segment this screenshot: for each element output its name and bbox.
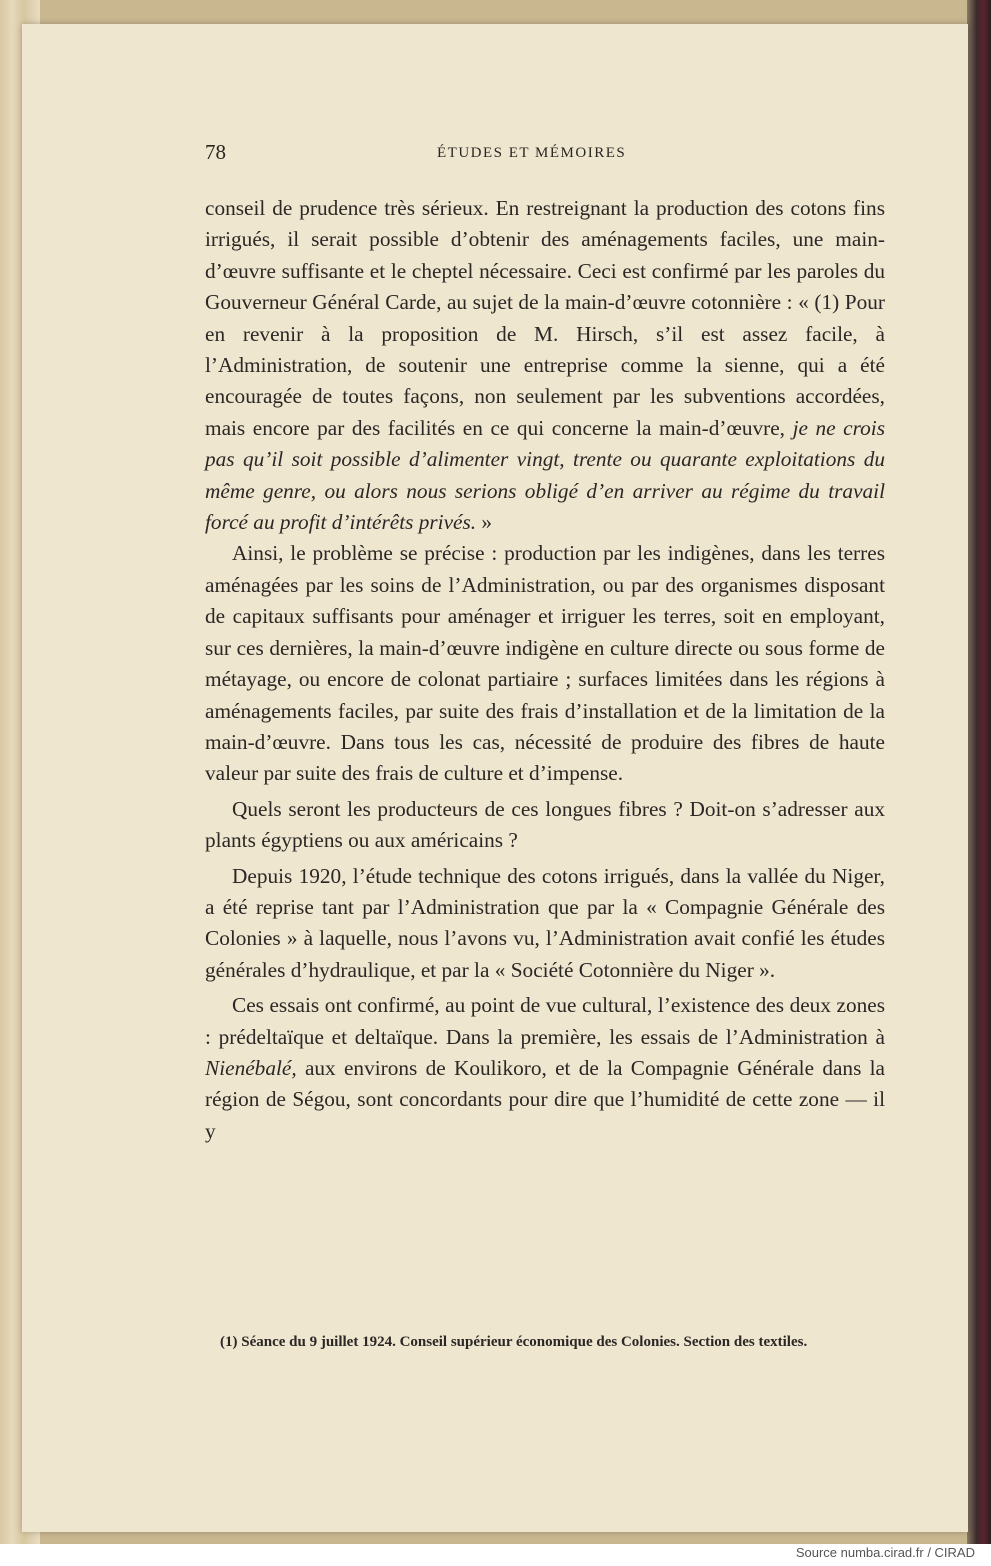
book-spine — [967, 0, 991, 1544]
paragraph-1-text: conseil de prudence très sérieux. En restreignant la production des cotons fins irrigués, il serait possible d’obtenir des aménagements faciles, une main-d’œuvre suffisante et le cheptel nécessaire. Ceci est confirmé par les paroles du Gouverneur Général Carde, au sujet de la main-d’œuvre cotonnière : « (1) Pour en revenir à la proposition de M. Hirsch, s’il est assez facile, à l’Administration, de soutenir une entreprise comme la sienne, qui a été encouragée de toutes façons, non seulement par les subventions accordées, mais encore par des facilités en ce qui concerne la main-d’œuvre, — [205, 196, 885, 440]
paragraph-1-quote-italic: je ne crois pas qu’il soit possible d’alimenter vingt, trente ou quarante exploitations du même genre, ou alors nous serions obligé d’en arriver au régime du travail forcé au profit d’intérêts privés. — [205, 415, 885, 535]
paragraph-3: Quels seront les producteurs de ces longues fibres ? Doit-on s’adresser aux plants égyptiens ou aux américains ? — [205, 796, 885, 853]
paragraph-5-text: Ces essais ont confirmé, au point de vue cultural, l’existence des deux zones : prédeltaïque et deltaïque. Dans la première, les essais de l’Administration à — [205, 993, 885, 1049]
body-text — [205, 193, 885, 1147]
footnote: (1) Séance du 9 juillet 1924. Conseil supérieur économique des Colonies. Section des textiles. — [220, 1334, 808, 1350]
page-number: 78 — [205, 140, 226, 164]
paragraph-1-close-quote: » — [476, 510, 493, 535]
source-credit: Source numba.cirad.fr / CIRAD — [795, 1545, 975, 1560]
paragraph-2: Ainsi, le problème se précise : production par les indigènes, dans les terres aménagées par les soins de l’Administration, ou par des organismes disposant de capitaux suffisants pour aménager et irriguer les terres, soit en employant, sur ces dernières, la main-d’œuvre indigène en culture directe ou sous forme de métayage, ou encore de colonat partiaire ; surfaces limitées dans les régions à aménagements faciles, par suite des frais d’installation et de la limitation de la main-d’œuvre. Dans tous les cas, nécessité de produire des fibres de haute valeur par suite des frais de culture et d’impense. — [205, 541, 885, 786]
place-name-italic: Nienébalé, — [205, 1055, 297, 1080]
running-title: ÉTUDES ET MÉMOIRES — [437, 145, 627, 161]
page-header — [205, 140, 885, 170]
paragraph-5-text-end: aux environs de Koulikoro, et de la Compagnie Générale dans la région de Ségou, sont concordants pour dire que l’humidité de cette zone — il y — [205, 1055, 885, 1143]
paragraph-4: Depuis 1920, l’étude technique des cotons irrigués, dans la vallée du Niger, a été reprise tant par l’Administration que par la « Compagnie Générale des Colonies » à laquelle, nous l’avons vu, l’Administration avait confié les études générales d’hydraulique, et par la « Société Cotonnière du Niger ». — [205, 863, 885, 982]
paragraph-1 — [205, 193, 885, 538]
paragraph-5 — [205, 990, 885, 1147]
